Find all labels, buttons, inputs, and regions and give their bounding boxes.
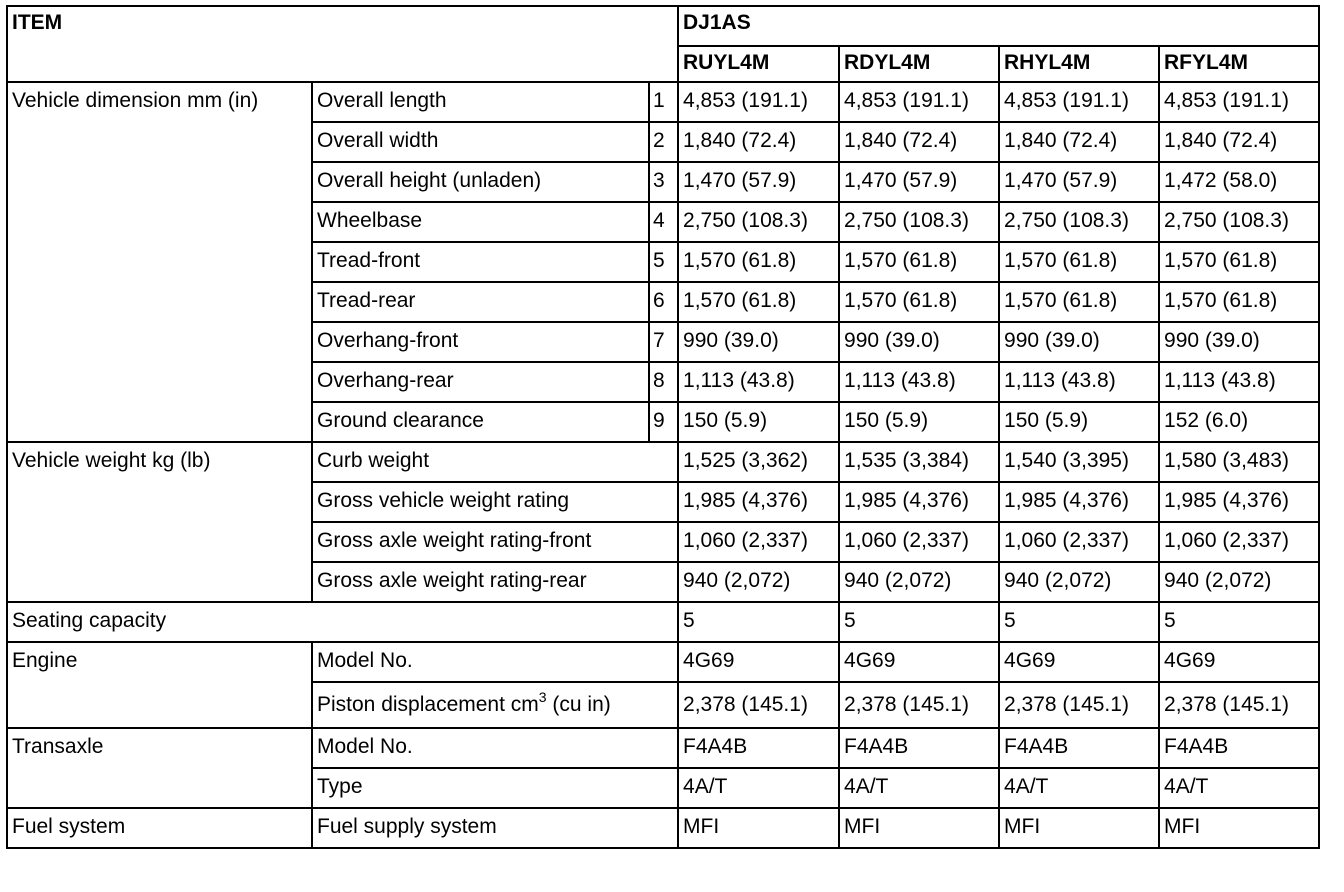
displacement-superscript: 3 — [538, 689, 547, 705]
value-cell: 2,750 (108.3) — [999, 202, 1159, 242]
value-cell: 1,570 (61.8) — [999, 282, 1159, 322]
value-cell: 1,985 (4,376) — [999, 482, 1159, 522]
row-number: 6 — [649, 282, 678, 322]
value-cell: 1,470 (57.9) — [999, 162, 1159, 202]
value-cell: F4A4B — [1159, 728, 1319, 768]
value-cell: F4A4B — [678, 728, 839, 768]
value-cell: 1,985 (4,376) — [1159, 482, 1319, 522]
category-engine: Engine — [7, 642, 312, 728]
value-cell: 1,113 (43.8) — [678, 362, 839, 402]
value-cell: 1,113 (43.8) — [839, 362, 999, 402]
value-cell: 4,853 (191.1) — [999, 82, 1159, 122]
value-cell: 1,113 (43.8) — [1159, 362, 1319, 402]
category-dimension: Vehicle dimension mm (in) — [7, 82, 312, 442]
value-cell: 990 (39.0) — [839, 322, 999, 362]
value-cell: 1,985 (4,376) — [678, 482, 839, 522]
row-label: Overall width — [312, 122, 649, 162]
table-row — [7, 442, 1319, 482]
value-cell: 1,570 (61.8) — [678, 242, 839, 282]
value-cell: 5 — [999, 602, 1159, 642]
value-cell: 2,378 (145.1) — [999, 682, 1159, 728]
table-row — [7, 808, 1319, 848]
value-cell: 1,525 (3,362) — [678, 442, 839, 482]
value-cell: 2,378 (145.1) — [1159, 682, 1319, 728]
row-label: Overhang-rear — [312, 362, 649, 402]
value-cell: 4,853 (191.1) — [1159, 82, 1319, 122]
row-number: 7 — [649, 322, 678, 362]
row-label: Ground clearance — [312, 402, 649, 442]
value-cell: 150 (5.9) — [999, 402, 1159, 442]
model-header: RDYL4M — [839, 46, 999, 82]
category-fuel: Fuel system — [7, 808, 312, 848]
value-cell: 152 (6.0) — [1159, 402, 1319, 442]
model-header: RFYL4M — [1159, 46, 1319, 82]
value-cell: MFI — [1159, 808, 1319, 848]
value-cell: 5 — [839, 602, 999, 642]
row-number: 2 — [649, 122, 678, 162]
value-cell: F4A4B — [839, 728, 999, 768]
table-row — [7, 642, 1319, 682]
row-label: Gross axle weight rating-rear — [312, 562, 678, 602]
value-cell: 4G69 — [839, 642, 999, 682]
displacement-label: Piston displacement cm — [317, 693, 539, 716]
model-header: RHYL4M — [999, 46, 1159, 82]
value-cell: 2,750 (108.3) — [678, 202, 839, 242]
value-cell: 990 (39.0) — [1159, 322, 1319, 362]
value-cell: 990 (39.0) — [999, 322, 1159, 362]
value-cell: 1,113 (43.8) — [999, 362, 1159, 402]
row-label: Tread-front — [312, 242, 649, 282]
row-label: Wheelbase — [312, 202, 649, 242]
value-cell: 4G69 — [999, 642, 1159, 682]
spec-table — [6, 5, 1320, 849]
model-header: RUYL4M — [678, 46, 839, 82]
value-cell: MFI — [999, 808, 1159, 848]
row-label: Gross axle weight rating-front — [312, 522, 678, 562]
value-cell: 4G69 — [1159, 642, 1319, 682]
row-label: Model No. — [312, 728, 678, 768]
value-cell: 1,060 (2,337) — [839, 522, 999, 562]
value-cell: 990 (39.0) — [678, 322, 839, 362]
value-cell: 2,750 (108.3) — [839, 202, 999, 242]
value-cell: 1,840 (72.4) — [839, 122, 999, 162]
value-cell: 4A/T — [999, 768, 1159, 808]
value-cell: 2,750 (108.3) — [1159, 202, 1319, 242]
row-label: Gross vehicle weight rating — [312, 482, 678, 522]
row-number: 1 — [649, 82, 678, 122]
value-cell: 1,470 (57.9) — [839, 162, 999, 202]
value-cell: 5 — [678, 602, 839, 642]
value-cell: 940 (2,072) — [678, 562, 839, 602]
row-label: Overall length — [312, 82, 649, 122]
value-cell: 1,985 (4,376) — [839, 482, 999, 522]
row-label: Overall height (unladen) — [312, 162, 649, 202]
value-cell: 1,535 (3,384) — [839, 442, 999, 482]
header-row-1 — [7, 6, 1319, 46]
value-cell: 4G69 — [678, 642, 839, 682]
row-number: 3 — [649, 162, 678, 202]
value-cell: 1,580 (3,483) — [1159, 442, 1319, 482]
value-cell: 1,570 (61.8) — [839, 282, 999, 322]
row-label: Overhang-front — [312, 322, 649, 362]
value-cell: 940 (2,072) — [999, 562, 1159, 602]
value-cell: F4A4B — [999, 728, 1159, 768]
value-cell: 1,570 (61.8) — [678, 282, 839, 322]
value-cell: 1,470 (57.9) — [678, 162, 839, 202]
row-label: Fuel supply system — [312, 808, 678, 848]
value-cell: 940 (2,072) — [1159, 562, 1319, 602]
value-cell: 4,853 (191.1) — [839, 82, 999, 122]
value-cell: 1,840 (72.4) — [1159, 122, 1319, 162]
category-seating: Seating capacity — [7, 602, 678, 642]
value-cell: 1,570 (61.8) — [1159, 282, 1319, 322]
group-header: DJ1AS — [678, 6, 1319, 46]
value-cell: MFI — [678, 808, 839, 848]
value-cell: 1,570 (61.8) — [1159, 242, 1319, 282]
table-row — [7, 82, 1319, 122]
table-row — [7, 728, 1319, 768]
row-number: 5 — [649, 242, 678, 282]
value-cell: 4A/T — [678, 768, 839, 808]
category-transaxle: Transaxle — [7, 728, 312, 808]
row-number: 8 — [649, 362, 678, 402]
value-cell: 1,570 (61.8) — [999, 242, 1159, 282]
value-cell: 1,840 (72.4) — [678, 122, 839, 162]
item-header: ITEM — [7, 6, 678, 82]
value-cell: 150 (5.9) — [678, 402, 839, 442]
value-cell: 2,378 (145.1) — [839, 682, 999, 728]
value-cell: 5 — [1159, 602, 1319, 642]
value-cell: 1,540 (3,395) — [999, 442, 1159, 482]
row-label — [312, 682, 678, 728]
displacement-unit: (cu in) — [546, 693, 611, 716]
value-cell: 1,060 (2,337) — [999, 522, 1159, 562]
row-number: 9 — [649, 402, 678, 442]
row-label: Model No. — [312, 642, 678, 682]
category-weight: Vehicle weight kg (lb) — [7, 442, 312, 602]
row-label: Tread-rear — [312, 282, 649, 322]
value-cell: 4A/T — [1159, 768, 1319, 808]
value-cell: 4,853 (191.1) — [678, 82, 839, 122]
value-cell: 1,060 (2,337) — [1159, 522, 1319, 562]
value-cell: 4A/T — [839, 768, 999, 808]
value-cell: 1,840 (72.4) — [999, 122, 1159, 162]
value-cell: 2,378 (145.1) — [678, 682, 839, 728]
value-cell: 1,472 (58.0) — [1159, 162, 1319, 202]
value-cell: 1,570 (61.8) — [839, 242, 999, 282]
table-row — [7, 602, 1319, 642]
value-cell: MFI — [839, 808, 999, 848]
value-cell: 1,060 (2,337) — [678, 522, 839, 562]
value-cell: 150 (5.9) — [839, 402, 999, 442]
value-cell: 940 (2,072) — [839, 562, 999, 602]
row-label: Type — [312, 768, 678, 808]
row-number: 4 — [649, 202, 678, 242]
row-label: Curb weight — [312, 442, 678, 482]
